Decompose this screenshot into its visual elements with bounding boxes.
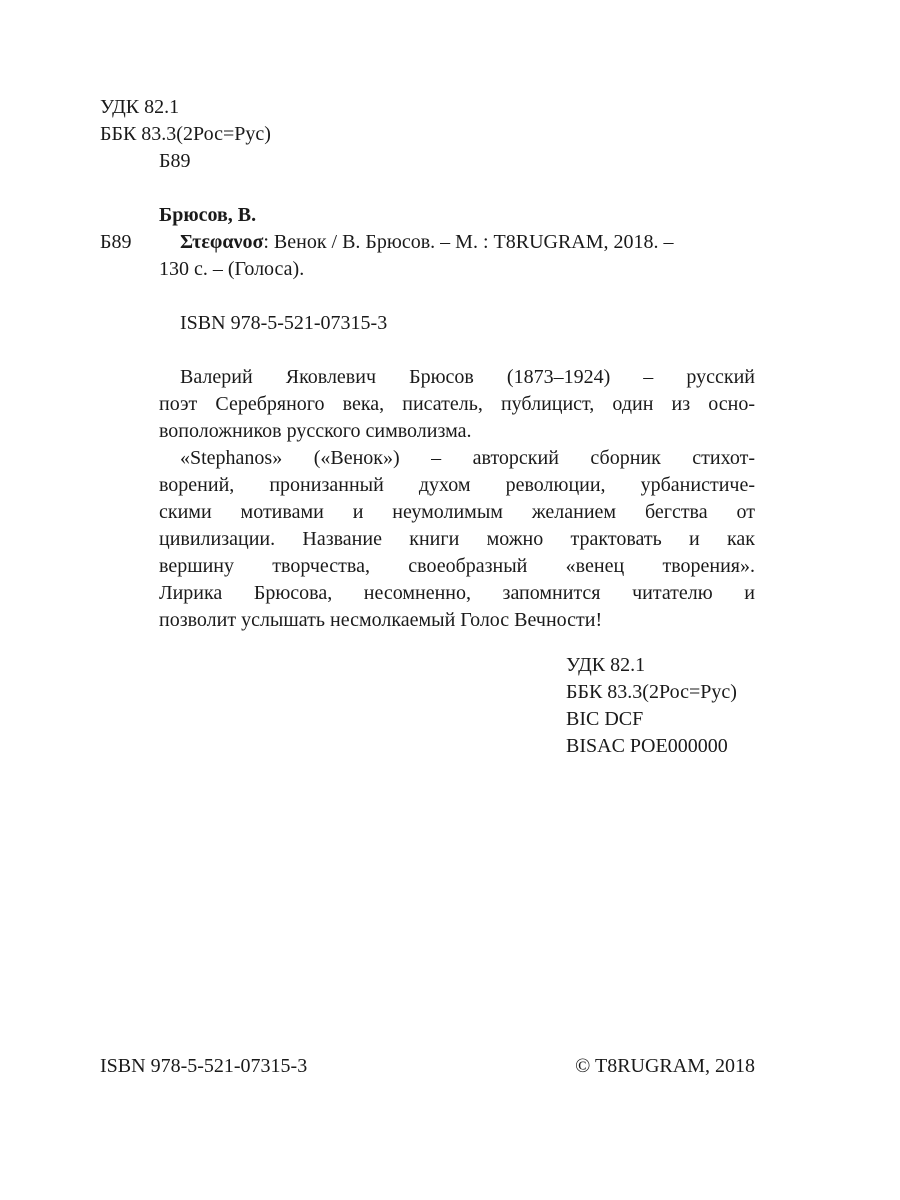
annotation-p1-line1: Валерий Яковлевич Брюсов (1873–1924) – русский xyxy=(180,366,755,388)
annotation-p2-line3: скими мотивами и неумолимым желанием бегства от xyxy=(159,501,755,523)
author-mark-top: Б89 xyxy=(159,150,191,172)
annotation-p2-line5: вершину творчества, своеобразный «венец творения». xyxy=(159,555,755,577)
annotation-p1-line3: воположников русского символизма. xyxy=(159,420,472,442)
bbk-top: ББК 83.3(2Рос=Рус) xyxy=(100,123,271,145)
annotation-p1-line2: поэт Серебряного века, писатель, публицист, один из осно- xyxy=(159,393,755,415)
title-rest: : Венок / В. Брюсов. – М. : T8RUGRAM, 2018. – xyxy=(263,231,674,253)
annotation-p2-line6: Лирика Брюсова, несомненно, запомнится читателю и xyxy=(159,582,755,604)
annotation-p2-line4: цивилизации. Название книги можно трактовать и как xyxy=(159,528,755,550)
annotation-p2-line2: ворений, пронизанный духом революции, урбанистиче- xyxy=(159,474,755,496)
shelf-mark: Б89 xyxy=(100,231,132,253)
annotation-p2-line7: позволит услышать несмолкаемый Голос Вечности! xyxy=(159,609,603,631)
footer-isbn: ISBN 978-5-521-07315-3 xyxy=(100,1055,308,1077)
title-line xyxy=(180,229,674,255)
annotation-p2-line1: «Stephanos» («Венок») – авторский сборник стихот- xyxy=(180,447,755,469)
footer-copyright: © T8RUGRAM, 2018 xyxy=(575,1055,755,1077)
extent-line: 130 с. – (Голоса). xyxy=(159,258,305,280)
udk-bottom: УДК 82.1 xyxy=(566,654,646,676)
udk-top: УДК 82.1 xyxy=(100,96,180,118)
bbk-bottom: ББК 83.3(2Рос=Рус) xyxy=(566,681,737,703)
bisac-code: BISAC POE000000 xyxy=(566,735,728,757)
bic-code: BIC DCF xyxy=(566,708,644,730)
title-greek: Στεφανοσ xyxy=(180,231,264,253)
author-heading: Брюсов, В. xyxy=(159,204,257,226)
isbn-record: ISBN 978-5-521-07315-3 xyxy=(180,312,388,334)
